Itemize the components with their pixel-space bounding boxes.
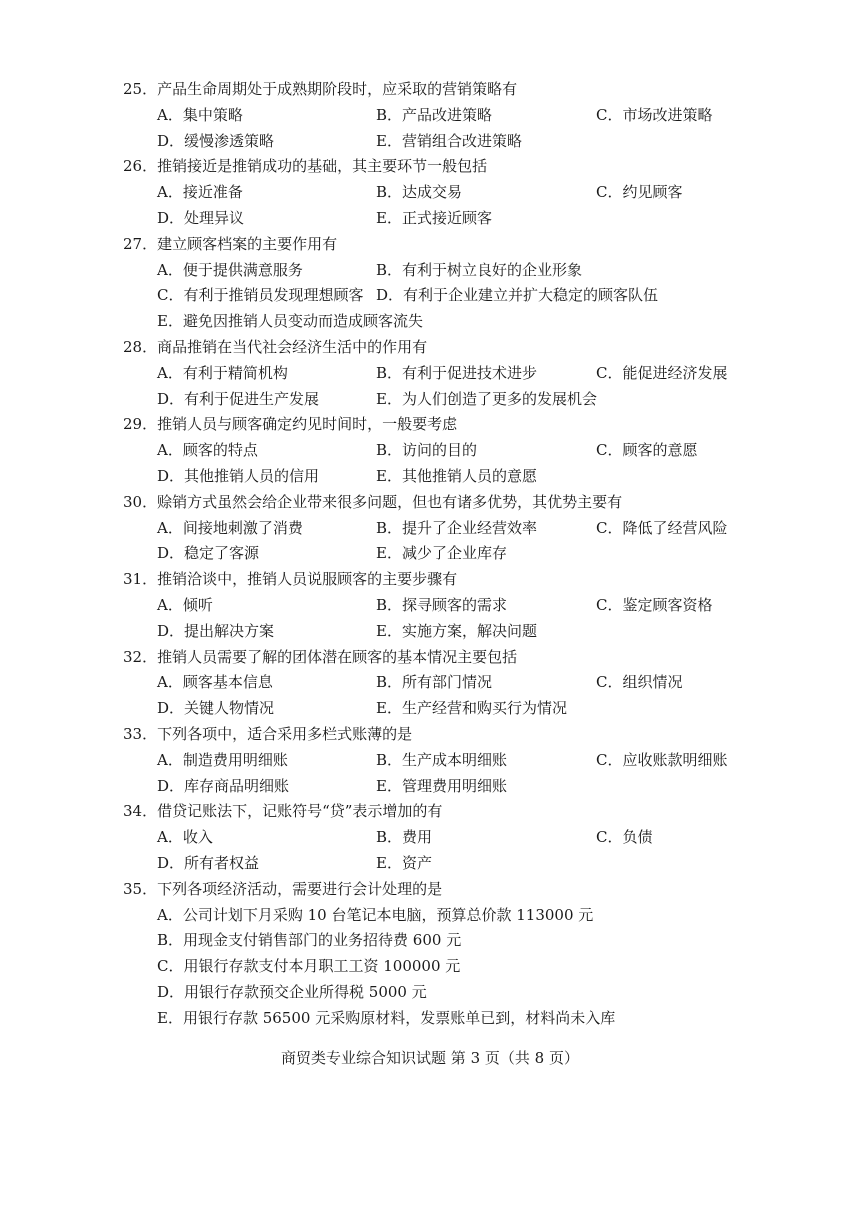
answer-option: E．正式接近顾客	[376, 209, 492, 227]
answer-option: D．关键人物情况	[157, 699, 275, 718]
answer-option: E．用银行存款 56500 元采购原材料，发票账单已到，材料尚未入库	[157, 1008, 616, 1027]
answer-option: C．能促进经济发展	[596, 363, 728, 382]
answer-option: B．达成交易	[376, 183, 463, 202]
question-stem: 30．赊销方式虽然会给企业带来很多问题，但也有诸多优势，其优势主要有	[123, 492, 623, 511]
answer-option: A．顾客基本信息	[157, 673, 273, 692]
answer-option: A．收入	[157, 828, 213, 847]
answer-option: A．倾听	[157, 596, 213, 614]
answer-option: D．有利于促进生产发展	[157, 389, 320, 408]
answer-option: D．有利于企业建立并扩大稳定的顾客队伍	[376, 286, 659, 305]
answer-option: D．所有者权益	[157, 854, 260, 872]
answer-option: C．负债	[596, 828, 653, 847]
answer-option: E．其他推销人员的意愿	[376, 467, 537, 485]
answer-option: A．有利于精简机构	[157, 363, 288, 382]
answer-option: A．公司计划下月采购 10 台笔记本电脑，预算总价款 113000 元	[157, 905, 594, 924]
question-stem: 27．建立顾客档案的主要作用有	[123, 234, 338, 253]
answer-option: B．探寻顾客的需求	[376, 596, 508, 614]
question-stem: 26．推销接近是推销成功的基础，其主要环节一般包括	[123, 157, 488, 176]
question-stem: 34．借贷记账法下，记账符号“贷”表示增加的有	[123, 802, 443, 821]
answer-option: C．降低了经营风险	[596, 518, 728, 537]
answer-option: D．稳定了客源	[157, 544, 260, 563]
answer-option: B．访问的目的	[376, 441, 478, 460]
answer-option: C．应收账款明细账	[596, 750, 728, 769]
answer-option: A．制造费用明细账	[157, 750, 288, 769]
answer-option: E．避免因推销人员变动而造成顾客流失	[157, 312, 423, 331]
question-stem: 25．产品生命周期处于成熟期阶段时，应采取的营销策略有	[123, 80, 518, 98]
question-stem: 35．下列各项经济活动，需要进行会计处理的是	[123, 879, 443, 898]
answer-option: E．实施方案，解决问题	[376, 621, 537, 640]
page-footer: 商贸类专业综合知识试题 第 3 页（共 8 页）	[281, 1049, 579, 1067]
answer-option: C．用银行存款支付本月职工工资 100000 元	[157, 957, 461, 976]
answer-option: E．管理费用明细账	[376, 776, 507, 795]
answer-option: E．为人们创造了更多的发展机会	[376, 389, 597, 408]
question-stem: 29．推销人员与顾客确定约见时间时，一般要考虑	[123, 415, 458, 434]
answer-option: B．有利于树立良好的企业形象	[376, 260, 583, 279]
answer-option: D．提出解决方案	[157, 621, 275, 640]
answer-option: D．处理异议	[157, 209, 245, 227]
question-stem: 33．下列各项中，适合采用多栏式账薄的是	[123, 725, 413, 743]
answer-option: E．营销组合改进策略	[376, 131, 522, 150]
answer-option: C．有利于推销员发现理想顾客	[157, 286, 364, 305]
answer-option: B．提升了企业经营效率	[376, 518, 538, 537]
answer-option: C．组织情况	[596, 673, 683, 692]
answer-option: B．费用	[376, 828, 433, 847]
answer-option: D．缓慢渗透策略	[157, 131, 275, 150]
answer-option: E．生产经营和购买行为情况	[376, 699, 567, 718]
answer-option: D．其他推销人员的信用	[157, 467, 320, 485]
answer-option: B．生产成本明细账	[376, 750, 508, 769]
answer-option: A．间接地刺激了消费	[157, 518, 303, 537]
answer-option: C．约见顾客	[596, 183, 683, 202]
answer-option: D．库存商品明细账	[157, 776, 290, 795]
answer-option: B．有利于促进技术进步	[376, 363, 538, 382]
question-stem: 32．推销人员需要了解的团体潜在顾客的基本情况主要包括	[123, 647, 518, 666]
answer-option: A．接近准备	[157, 183, 243, 202]
question-stem: 28．商品推销在当代社会经济生活中的作用有	[123, 338, 428, 356]
answer-option: D．用银行存款预交企业所得税 5000 元	[157, 983, 427, 1001]
answer-option: E．资产	[376, 854, 432, 872]
answer-option: A．集中策略	[157, 105, 243, 124]
answer-option: B．用现金支付销售部门的业务招待费 600 元	[157, 931, 462, 950]
answer-option: B．产品改进策略	[376, 105, 493, 124]
answer-option: A．顾客的特点	[157, 441, 258, 460]
answer-option: C．顾客的意愿	[596, 441, 698, 460]
answer-option: C．市场改进策略	[596, 105, 713, 124]
answer-option: E．减少了企业库存	[376, 544, 507, 563]
answer-option: C．鉴定顾客资格	[596, 596, 713, 614]
question-stem: 31．推销洽谈中，推销人员说服顾客的主要步骤有	[123, 570, 458, 589]
answer-option: B．所有部门情况	[376, 673, 493, 692]
answer-option: A．便于提供满意服务	[157, 260, 303, 279]
